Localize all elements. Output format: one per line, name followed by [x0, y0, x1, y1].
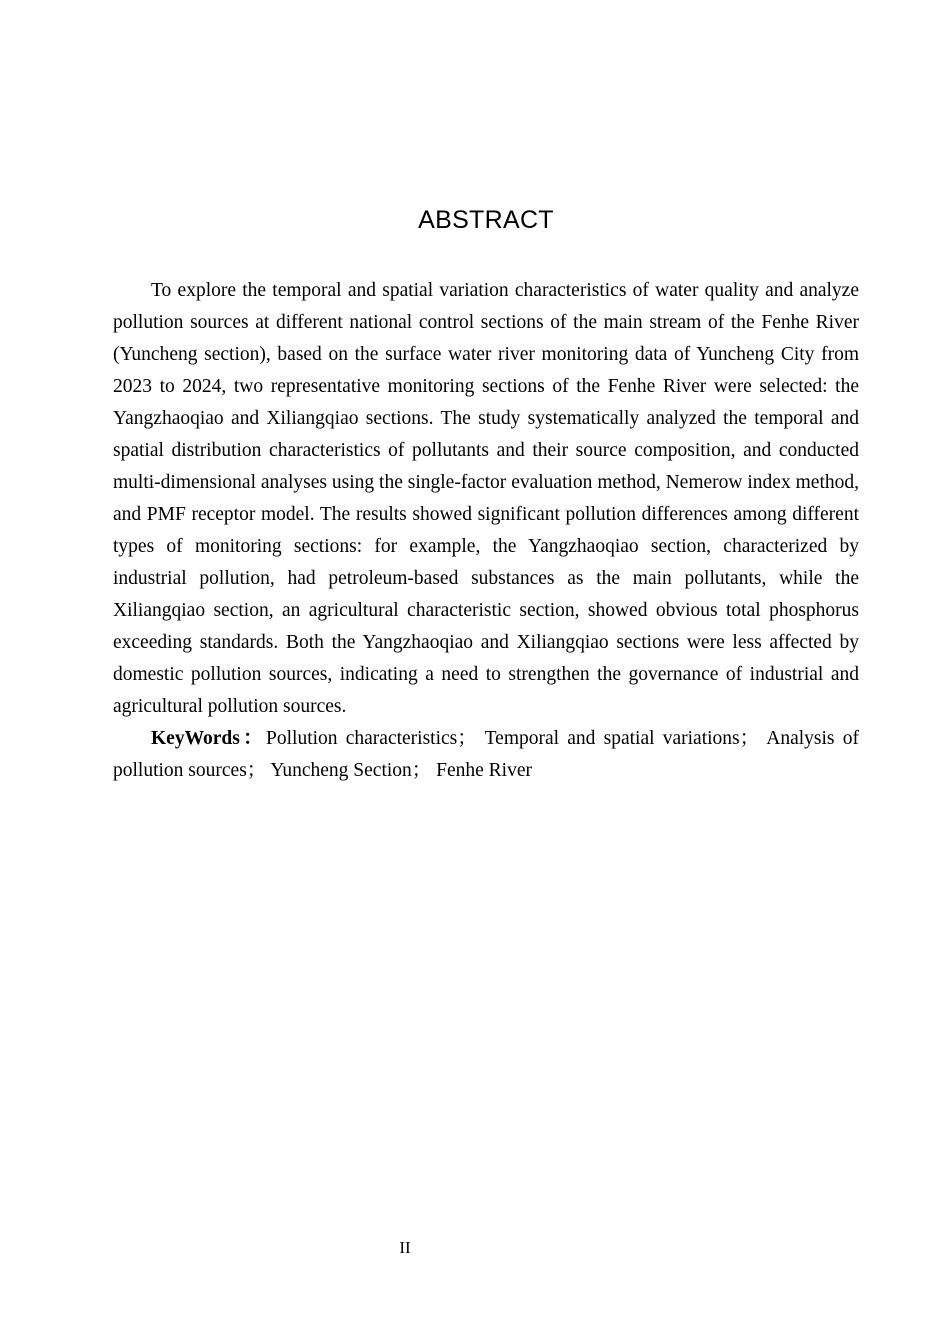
- keywords-label: KeyWords: [151, 728, 240, 749]
- page-number: II: [399, 1238, 411, 1257]
- keywords-section: [113, 723, 859, 787]
- abstract-paragraph: [113, 275, 859, 723]
- abstract-text: To explore the temporal and spatial variation characteristics of water quality and analyze pollution sources at different national control sections of the main stream of the Fenhe River (Yuncheng section), based on the surface water river monitoring data of Yuncheng City from 2023 to 2024, two representative monitoring sections of the Fenhe River were selected: the Yangzhaoqiao and Xiliangqiao sections. The study systematically analyzed the temporal and spatial distribution characteristics of pollutants and their source composition, and conducted multi-dimensional analyses using the single-factor evaluation method, Nemerow index method, and PMF receptor model. The results showed significant pollution differences among different types of monitoring sections: for example, the Yangzhaoqiao section, characterized by industrial pollution, had petroleum-based substances as the main pollutants, while the Xiliangqiao section, an agricultural characteristic section, showed obvious total phosphorus exceeding standards. Both the Yangzhaoqiao and Xiliangqiao sections were less affected by domestic pollution sources, indicating a need to strengthen the governance of industrial and agricultural pollution sources.: [113, 280, 859, 717]
- keywords-colon: ：: [239, 728, 267, 749]
- page-title: ABSTRACT: [418, 206, 554, 234]
- keywords-terms: Pollution characteristics； Temporal and spatial variations； Analysis of pollution sources； Yuncheng Section； Fenhe River: [113, 728, 859, 781]
